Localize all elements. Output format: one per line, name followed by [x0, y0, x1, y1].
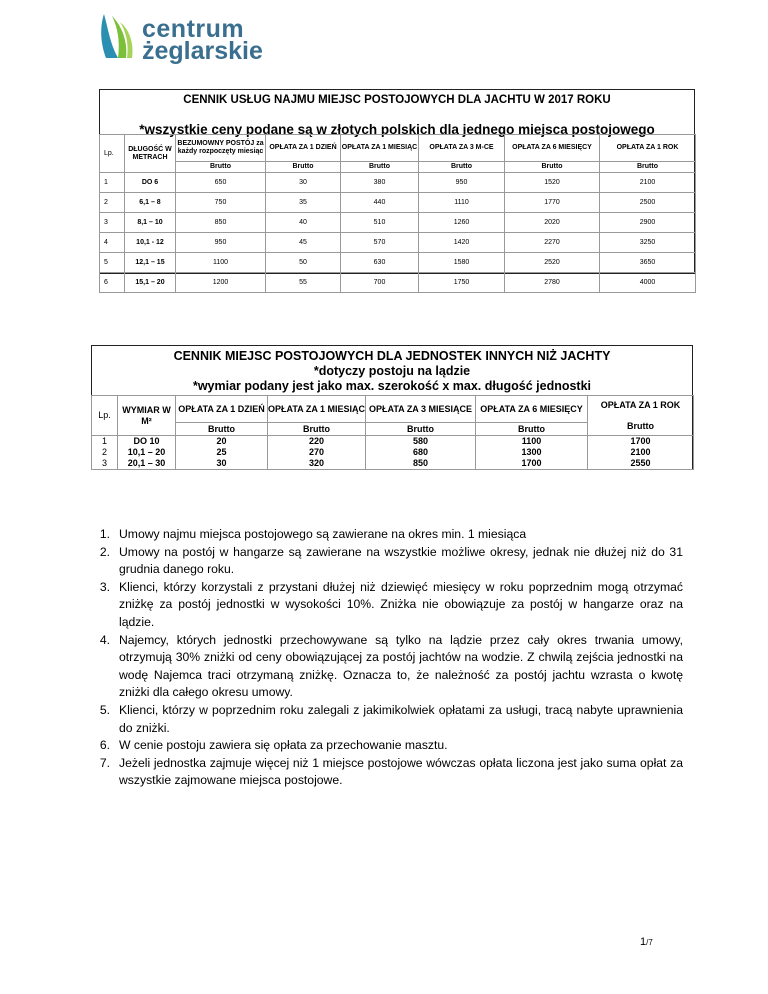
column-header-day: OPŁATA ZA 1 DZIEŃ: [266, 135, 341, 162]
price-cell: 50: [266, 253, 341, 273]
price-cell: 1750: [419, 273, 505, 293]
note-text: Umowy na postój w hangarze są zawierane na wszystkie możliwe okresy, jednak nie dłużej niż do 31 grudnia danego roku.: [119, 544, 683, 577]
other-units-table-title: [92, 349, 692, 394]
column-header-lp: Lp.: [92, 396, 118, 436]
brutto-label: Brutto: [341, 162, 419, 173]
size-value: 10,1 – 20: [127, 447, 166, 457]
list-item: [90, 702, 683, 737]
table-row: [100, 193, 696, 213]
price-cell: 1100: [176, 253, 266, 273]
logo-text-zeglarskie: żeglarskie: [142, 37, 263, 65]
list-item: [90, 526, 683, 544]
note-text: Klienci, którzy korzystali z przystani dłużej niż dziewięć miesięcy w roku poprzednim mogą otrzymać zniżkę za postój jednostki w wysokości 10%. Zniżka nie obowiązuje za postój w hangarze oraz na lądzie.: [119, 579, 683, 629]
length-cell: 15,1 – 20: [125, 273, 176, 293]
price-cell: 700: [341, 273, 419, 293]
list-number: 2.: [99, 544, 110, 559]
price-cell: 1770: [505, 193, 600, 213]
price-cell: 1520: [505, 173, 600, 193]
yacht-table-subtitle: *wszystkie ceny podane są w złotych polskich dla jednego miejsca postojowego: [139, 122, 655, 137]
list-number: 7.: [99, 755, 110, 770]
price-value: 270: [308, 447, 325, 457]
price-value: 2550: [630, 458, 651, 468]
price-value: 680: [412, 447, 429, 457]
brutto-label: Brutto: [266, 162, 341, 173]
price-cell: 440: [341, 193, 419, 213]
table-row: [100, 233, 696, 253]
note-text: Umowy najmu miejsca postojowego są zawierane na okres min. 1 miesiąca: [119, 527, 527, 541]
price-cell: 850: [176, 213, 266, 233]
list-item: [90, 632, 683, 702]
row-number: 5: [100, 253, 125, 273]
price-cell: 650: [176, 173, 266, 193]
column-header-3-months: OPŁATA ZA 3 MIESIĄCE: [366, 396, 476, 423]
list-item: [90, 737, 683, 755]
price-cell: 1420: [419, 233, 505, 253]
price-cell: 1260: [419, 213, 505, 233]
brutto-label: Brutto: [176, 162, 266, 173]
list-item: [90, 579, 683, 632]
brutto-label: Brutto: [505, 162, 600, 173]
price-cell: 950: [419, 173, 505, 193]
brutto-label: Brutto: [366, 423, 476, 436]
price-cell: 380: [341, 173, 419, 193]
price-cell: 630: [341, 253, 419, 273]
brutto-label: Brutto: [419, 162, 505, 173]
table-row: [100, 253, 696, 273]
price-value: 1100: [521, 436, 542, 446]
list-item: [90, 755, 683, 790]
terms-list: [90, 526, 683, 790]
price-cell: 750: [176, 193, 266, 213]
price-cell: 1580: [419, 253, 505, 273]
other-units-table-grid: [91, 395, 694, 470]
note-text: Jeżeli jednostka zajmuje więcej niż 1 miejsce postojowe wówczas opłata liczona jest jako suma opłat za wszystkie zajmowane miejsca postojowe.: [119, 755, 683, 788]
price-value: 850: [412, 458, 429, 468]
row-number: 3: [100, 213, 125, 233]
price-value: 20: [216, 436, 227, 446]
price-cell: [366, 436, 476, 470]
price-cell: [588, 436, 694, 470]
page-number: [640, 936, 653, 948]
price-cell: 2520: [505, 253, 600, 273]
row-number: 1: [100, 173, 125, 193]
length-cell: DO 6: [125, 173, 176, 193]
length-cell: 6,1 – 8: [125, 193, 176, 213]
price-cell: 2100: [600, 173, 696, 193]
list-number: 3.: [99, 579, 110, 594]
column-header-unregistered: BEZUMOWNY POSTÓJ za każdy rozpoczęty miesiąc: [176, 135, 266, 162]
list-number: 4.: [99, 632, 110, 647]
price-value: 1300: [521, 447, 542, 457]
column-header-year: OPŁATA ZA 1 ROK: [600, 135, 696, 162]
price-cell: 2020: [505, 213, 600, 233]
price-value: 2100: [630, 447, 651, 457]
page-separator: /: [646, 938, 649, 947]
company-logo: [96, 12, 276, 65]
brutto-label: Brutto: [627, 420, 654, 431]
column-header-3-months: OPŁATA ZA 3 M-CE: [419, 135, 505, 162]
list-number: 6.: [99, 738, 110, 753]
table-row: [92, 436, 694, 470]
size-cell: [118, 436, 176, 470]
brutto-label: Brutto: [176, 423, 268, 436]
column-header-day: OPŁATA ZA 1 DZIEŃ: [176, 396, 268, 423]
price-cell: 510: [341, 213, 419, 233]
yacht-table-title: CENNIK USŁUG NAJMU MIEJSC POSTOJOWYCH DLA JACHTU W 2017 ROKU: [183, 94, 611, 106]
price-cell: 40: [266, 213, 341, 233]
price-cell: 1200: [176, 273, 266, 293]
list-item: [90, 544, 683, 579]
price-cell: 55: [266, 273, 341, 293]
price-cell: [476, 436, 588, 470]
price-cell: 950: [176, 233, 266, 253]
other-units-title-line1: CENNIK MIEJSC POSTOJOWYCH DLA JEDNOSTEK INNYCH NIŻ JACHTY: [173, 349, 611, 363]
price-value: 1700: [521, 458, 542, 468]
price-cell: 45: [266, 233, 341, 253]
column-header-6-months: OPŁATA ZA 6 MIESIĘCY: [505, 135, 600, 162]
table-row: [100, 173, 696, 193]
column-header-6-months: OPŁATA ZA 6 MIESIĘCY: [476, 396, 588, 423]
price-value: 30: [216, 458, 227, 468]
list-number: 5.: [99, 702, 110, 717]
price-cell: 1110: [419, 193, 505, 213]
price-cell: [176, 436, 268, 470]
column-header-size: WYMIAR W M²: [118, 396, 176, 436]
column-header-month: OPŁATA ZA 1 MIESIĄC: [268, 396, 366, 423]
length-cell: 10,1 - 12: [125, 233, 176, 253]
price-value: 1700: [630, 436, 651, 446]
yacht-price-table: [99, 89, 695, 286]
price-cell: 30: [266, 173, 341, 193]
column-header-lp: Lp.: [100, 135, 125, 173]
column-header-year: [588, 396, 694, 436]
row-number: 4: [100, 233, 125, 253]
brutto-label: Brutto: [600, 162, 696, 173]
other-units-title-line2: *dotyczy postoju na lądzie: [313, 364, 471, 378]
year-header-label: OPŁATA ZA 1 ROK: [600, 399, 681, 410]
row-number: 1: [101, 436, 107, 446]
row-numbers-cell: [92, 436, 118, 470]
price-value: 580: [412, 436, 429, 446]
price-cell: 2270: [505, 233, 600, 253]
other-units-price-table: [91, 345, 693, 470]
page-total: 7: [648, 938, 653, 947]
length-cell: 12,1 – 15: [125, 253, 176, 273]
price-cell: 570: [341, 233, 419, 253]
table-row: [100, 273, 696, 293]
column-header-month: OPŁATA ZA 1 MIESIĄC: [341, 135, 419, 162]
price-value: 320: [308, 458, 325, 468]
sail-logo-icon: [96, 12, 140, 62]
price-cell: 2500: [600, 193, 696, 213]
row-number: 2: [100, 193, 125, 213]
other-units-title-line3: *wymiar podany jest jako max. szerokość x max. długość jednostki: [192, 379, 592, 393]
page-current: 1: [640, 936, 647, 948]
brutto-label: Brutto: [476, 423, 588, 436]
row-number: 6: [100, 273, 125, 293]
price-cell: 35: [266, 193, 341, 213]
list-number: 1.: [99, 527, 110, 541]
row-number: 3: [101, 458, 107, 468]
price-cell: [268, 436, 366, 470]
price-cell: 3650: [600, 253, 696, 273]
price-value: 25: [216, 447, 227, 457]
yacht-table-grid: [99, 134, 696, 293]
row-number: 2: [101, 447, 107, 457]
logo-text-centrum: centrum: [142, 15, 245, 43]
column-header-length: DŁUGOŚĆ W METRACH: [125, 135, 176, 173]
size-value: DO 10: [133, 436, 160, 446]
length-cell: 8,1 – 10: [125, 213, 176, 233]
price-cell: 2780: [505, 273, 600, 293]
table-row: [100, 213, 696, 233]
note-text: Najemcy, których jednostki przechowywane są tylko na lądzie przez cały okres trwania umowy, otrzymują 30% zniżki od ceny obowiązującej za postój jachtów na wodzie. Z chwilą zejścia jednostki na wodę Najemca traci otrzymaną zniżkę. Oznacza to, że należność za postój jachtu wzrasta o kwotę zniżki dla całego okresu umowy.: [119, 632, 683, 700]
price-cell: 4000: [600, 273, 696, 293]
note-text: Klienci, którzy w poprzednim roku zalegali z jakimikolwiek opłatami za usługi, tracą nabyte uprawnienia do zniżki.: [119, 702, 683, 735]
note-text: W cenie postoju zawiera się opłata za przechowanie masztu.: [119, 738, 448, 753]
price-cell: 3250: [600, 233, 696, 253]
size-value: 20,1 – 30: [127, 458, 166, 468]
brutto-label: Brutto: [268, 423, 366, 436]
price-value: 220: [308, 436, 325, 446]
price-cell: 2900: [600, 213, 696, 233]
